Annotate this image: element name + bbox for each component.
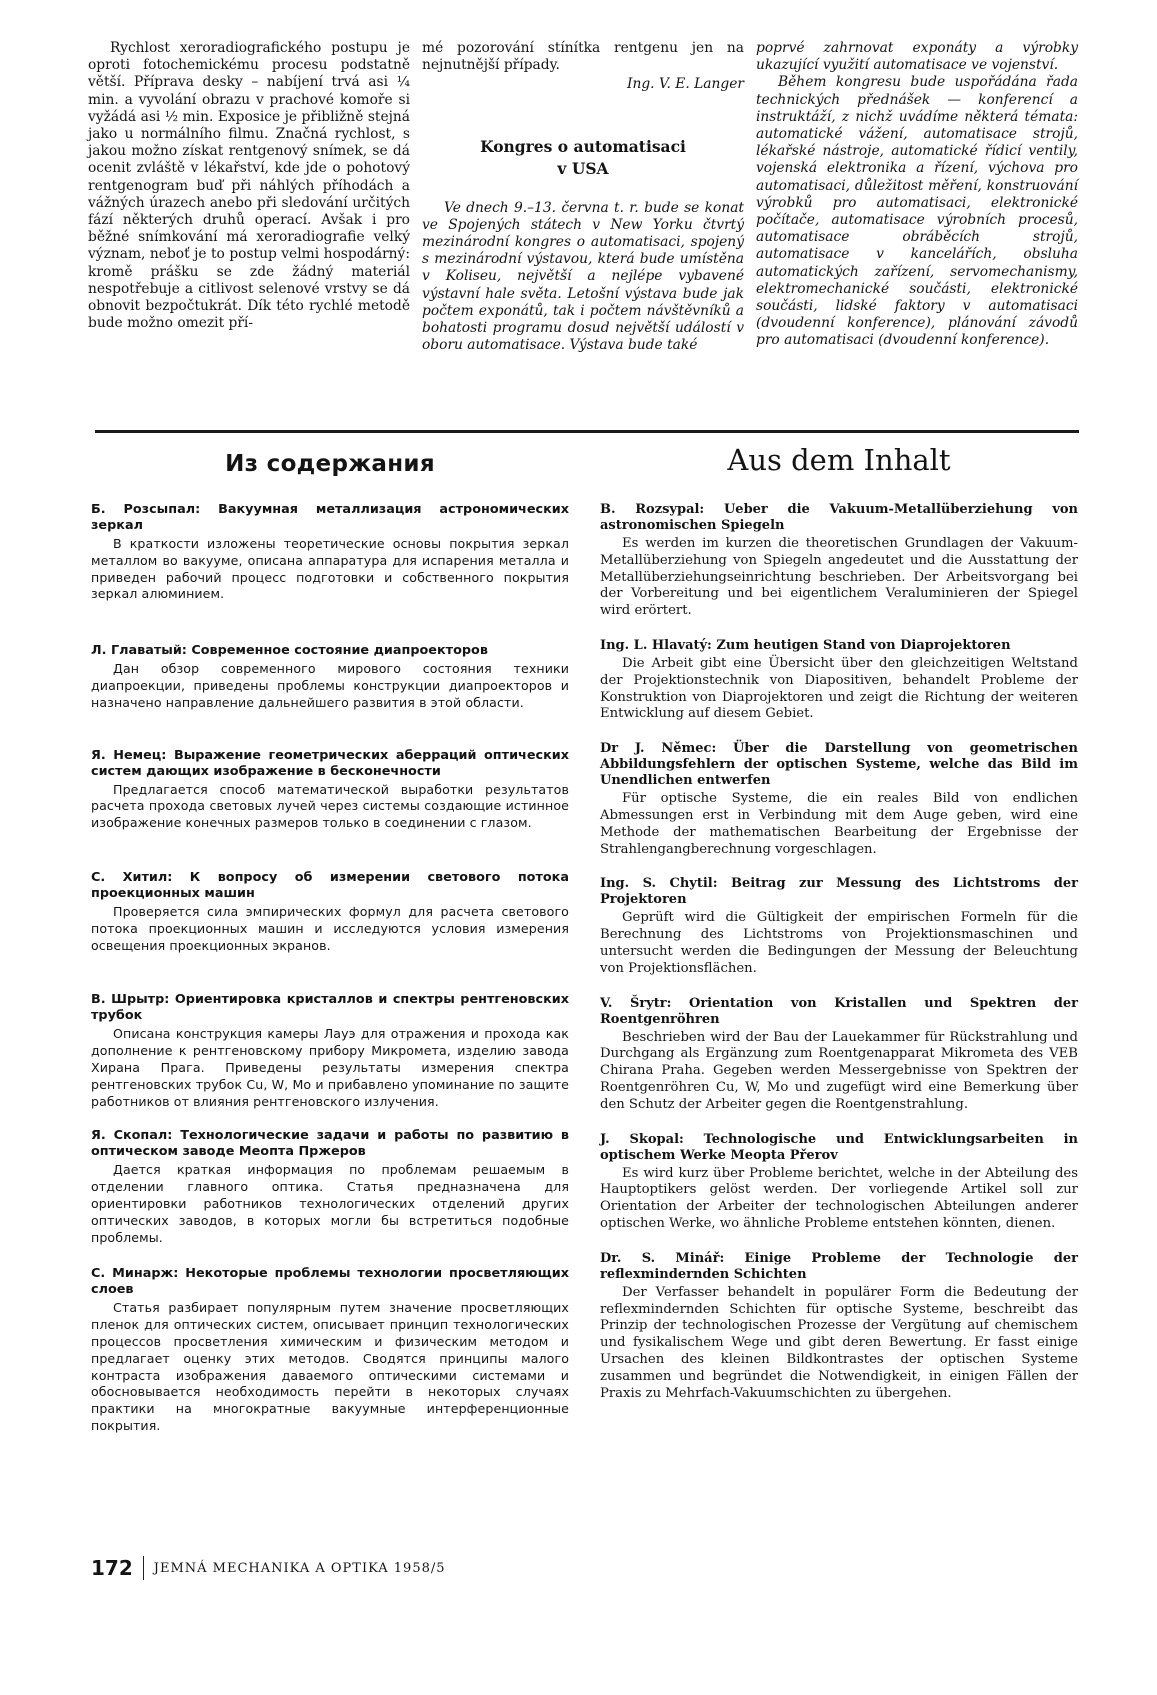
entry-abstract: Дан обзор современного мирового состояния техники диапроекции, приведены проблемы конструкции диапроекторов и назначено направление дальнейшего развития в этой области. <box>91 661 569 710</box>
kongres-lectures-text: Během kongresu bude uspořádána řada technických přednášek — konferencí a instruktáží, z nichž uvádíme některá témata: automatické vážení, automatisace strojů, lékařské nástroje, automatické řídicí ventily, vojenská elektronika a řízení, výchova pro automatisaci, důležitost měření, konstruování výrobků pro automatisaci, elektronické počítače, automatisace výrobních procesů, automatisace obráběcích strojů, automatisace v kancelářích, obsluha automatických zařízení, servomechanismy, elektromechanické součásti, elektronické součásti, lidské faktory v automatisaci (dvoudenní konference), plánování závodů pro automatisaci (dvoudenní konference). <box>756 74 1078 349</box>
kongres-text: Ve dnech 9.–13. června t. r. bude se konat ve Spojených státech v New Yorku čtvrtý mezinárodní kongres o automatisaci, spojený s mezinárodní výstavou, která bude umístěna v Koliseu, největší a nejlépe vybavené výstavní hale světa. Letošní výstava bude jak počtem exponátů, tak i počtem návštěvníků a bohatosti programu dosud největší událostí v oboru automatisace. Výstava bude také <box>422 199 744 354</box>
german-contents <box>600 443 1078 1402</box>
xeroradiography-text-continued: mé pozorování stínítka rentgenu jen na nejnutnější případy. <box>422 40 744 74</box>
entry-title: Ing. S. Chytil: Beitrag zur Messung des Lichtstroms der Projektoren <box>600 876 1078 908</box>
contents-entry <box>91 748 569 832</box>
contents-entry <box>91 992 569 1110</box>
entry-title: B. Rozsypal: Ueber die Vakuum-Metallüberziehung von astronomischen Spiegeln <box>600 502 1078 533</box>
entry-abstract: Описана конструкция камеры Лауэ для отражения и прохода как дополнение к рентгеновскому прибору Микромета, изделию завода Хирана Прага. Приведены результаты измерения спектра рентгеновских трубок Cu, W, Mo и прибавлено упоминание по защите работников от влияния рентгеновского излучения. <box>91 1026 569 1109</box>
kongres-heading-line-1: Kongres o automatisaci <box>480 136 686 156</box>
entry-abstract: Der Verfasser behandelt in populärer Form die Bedeutung der reflexmindernden Schichten für optische Systeme, beschreibt das Prinzip der technologischen Prozesse der Vergütung auf chemischem und fysikalischem Wege und gibt deren Bewertung. Er fasst einige Ursachen des kleinen Bildkontrastes der optischen Systeme zusammen und begründet die Notwendigkeit, in einigen Fällen der Praxis zu Mehrfach-Vakuumschichten zu übergehen. <box>600 1284 1078 1401</box>
entry-abstract: Проверяется сила эмпирических формул для расчета светового потока проекционных машин и исследуются условия измерения освещения проекционных экранов. <box>91 903 569 953</box>
contents-entry <box>600 1132 1078 1233</box>
entry-abstract: Дается краткая информация по проблемам решаемым в отделении главного оптика. Статья предназначена для ориентировки работников технологических отделений других оптических заводов, в которых могли бы встретиться подобные проблемы. <box>91 1162 569 1245</box>
german-entry-list <box>600 502 1078 1402</box>
czech-column-1 <box>88 40 410 354</box>
entry-title: Б. Розсыпал: Вакуумная металлизация астрономических зеркал <box>91 502 569 533</box>
contents-entry <box>91 1128 569 1246</box>
contents-entry <box>600 996 1078 1114</box>
entry-abstract: Beschrieben wird der Bau der Lauekammer für Rückstrahlung und Durchgang als Ergänzung zum Roentgenapparat Mikrometa des VEB Chirana Praha. Gegeben werden Messergebnisse von Spektren der Roentgenröhren Cu, W, Mo und zugefügt wird eine Bemerkung über den Schutz der Arbeiter gegen die Roentgenstrahlung. <box>600 1029 1078 1112</box>
entry-abstract: Die Arbeit gibt eine Übersicht über den gleichzeitigen Weltstand der Projektionstechnik von Diapositiven, behandelt Probleme der Konstruktion von Diaprojektoren und zeigt die Richtung der weiteren Entwicklung auf diesem Gebiet. <box>600 655 1078 722</box>
german-heading: Aus dem Inhalt <box>727 443 951 477</box>
author-signature: Ing. V. E. Langer <box>627 76 744 93</box>
russian-contents <box>91 452 569 1435</box>
entry-title: С. Хитил: К вопросу об измерении светового потока проекционных машин <box>91 869 569 901</box>
entry-title: Dr J. Němec: Über die Darstellung von geometrischen Abbildungsfehlern der optischen Systeme, welche das Bild im Unendlichen entwerfen <box>600 741 1078 789</box>
contents-entry <box>600 638 1078 723</box>
entry-abstract: Für optische Systeme, die ein reales Bild von endlichen Abmessungen erst in Verbindung mit dem Auge geben, wird eine Methode der mathematischen Bearbeitung der Ergebnisse der Strahlengangberechnung vorgeschlagen. <box>600 791 1078 857</box>
entry-title: С. Минарж: Некоторые проблемы технологии просветляющих слоев <box>91 1266 569 1298</box>
contents-entry <box>600 876 1078 977</box>
entry-abstract: Предлагается способ математической выработки результатов расчета прохода световых лучей через системы создающие истинное изображение конечных размеров только в соединении с глазом. <box>91 781 569 831</box>
contents-entry <box>91 870 569 954</box>
entry-title: Я. Скопал: Технологические задачи и работы по развитию в оптическом заводе Меопта Пржеров <box>91 1128 569 1160</box>
entry-title: J. Skopal: Technologische und Entwicklungsarbeiten in optischem Werke Meopta Přerov <box>600 1131 1078 1163</box>
contents-entry <box>91 643 569 711</box>
contents-entry <box>91 1266 569 1434</box>
russian-heading: Из содержания <box>225 451 435 477</box>
czech-articles <box>88 40 1084 354</box>
entry-abstract: Es wird kurz über Probleme berichtet, welche in der Abteilung des Hauptoptikers gelöst werden. Der vorliegende Artikel soll zur Orientation der Arbeiter der technologischen Abteilungen anderer optischen Werke, wo ähnliche Probleme entstehen könnten, dienen. <box>600 1165 1078 1231</box>
kongres-heading-line-2: v USA <box>557 158 609 178</box>
czech-column-3 <box>756 40 1078 354</box>
kongres-heading <box>422 136 744 180</box>
entry-title: Ing. L. Hlavatý: Zum heutigen Stand von Diaprojektoren <box>600 637 1011 653</box>
entry-title: Я. Немец: Выражение геометрических аберраций оптических систем дающих изображение в бесконечности <box>91 747 569 779</box>
russian-entry-list <box>91 502 569 1435</box>
czech-column-2 <box>422 40 744 354</box>
contents-entry <box>600 741 1078 858</box>
entry-abstract: Es werden im kurzen die theoretischen Grundlagen der Vakuum-Metallüberziehung von Spiegeln angedeutet und die Ausstattung der Metallüberziehungseinrichtung beschrieben. Der Arbeitsvorgang bei der Vorbereitung und bei eigentlichem Veraluminieren der Spiegel wird erörtert. <box>600 536 1078 619</box>
entry-title: В. Шрытр: Ориентировка кристаллов и спектры рентгеновских трубок <box>91 992 569 1024</box>
entry-title: V. Šrytr: Orientation von Kristallen und Spektren der Roentgenröhren <box>600 995 1078 1027</box>
kongres-text-continued: poprvé zahrnovat exponáty a výrobky ukazující využití automatisace ve vojenství. <box>756 40 1078 74</box>
page-number: 172 <box>91 1556 133 1580</box>
contents-entry <box>600 502 1078 620</box>
journal-name: JEMNÁ MECHANIKA A OPTIKA 1958/5 <box>153 1560 446 1576</box>
footer-separator <box>143 1556 144 1580</box>
xeroradiography-text: Rychlost xeroradiografického postupu je oproti fotochemickému procesu podstatně větší. Příprava desky – nabíjení trvá asi ¼ min. a vyvolání obrazu v prachové komoře si vyžádá asi ½ min. Exposice je přibližně stejná jako u normálního filmu. Značná rychlost, s jakou možno získat rentgenový snímek, se dá ocenit zvláště v lékařství, kde jde o pohotový rentgenogram buď při náhlých příhodách a vážných úrazech anebo při sledování určitých fází některých druhů operací. Avšak i pro běžné snímkování má xeroradiografie velký význam, neboť je to postup velmi hospodárný: kromě prášku se zde žádný materiál nespotřebuje a citlivost selenové vrstvy se dá obnovit bezpočtukrát. Dík této rychlé metodě bude možno omezit pří- <box>88 40 410 332</box>
entry-abstract: Статья разбирает популярным путем значение просветляющих пленок для оптических систем, описывает принцип технологических процессов просветления химическим и физическим методом и предлагает оценку этих методов. Сводятся принципы малого контраста изображения даваемого оптическими системами и обосновывается необходимость перейти в некоторых случаях практики на многократные вакуумные интерференционные покрытия. <box>91 1300 569 1433</box>
page-footer <box>91 1556 446 1580</box>
horizontal-divider <box>95 430 1079 433</box>
entry-title: Л. Главатый: Современное состояние диапроекторов <box>91 643 488 659</box>
entry-abstract: Geprüft wird die Gültigkeit der empirischen Formeln für die Berechnung des Lichtstroms von Projektionsmaschinen und untersucht werden die Bedingungen der Messung der Beleuchtung von Projektionsflächen. <box>600 910 1078 976</box>
contents-entry <box>91 502 569 603</box>
contents-entry <box>600 1251 1078 1403</box>
entry-title: Dr. S. Minář: Einige Probleme der Technologie der reflexmindernden Schichten <box>600 1250 1078 1282</box>
entry-abstract: В краткости изложены теоретические основы покрытия зеркал металлом во вакууме, описана аппаратура для испарения металла и приведен рабочий процесс подготовки и собственного покрытия зеркал алюминием. <box>91 536 569 602</box>
